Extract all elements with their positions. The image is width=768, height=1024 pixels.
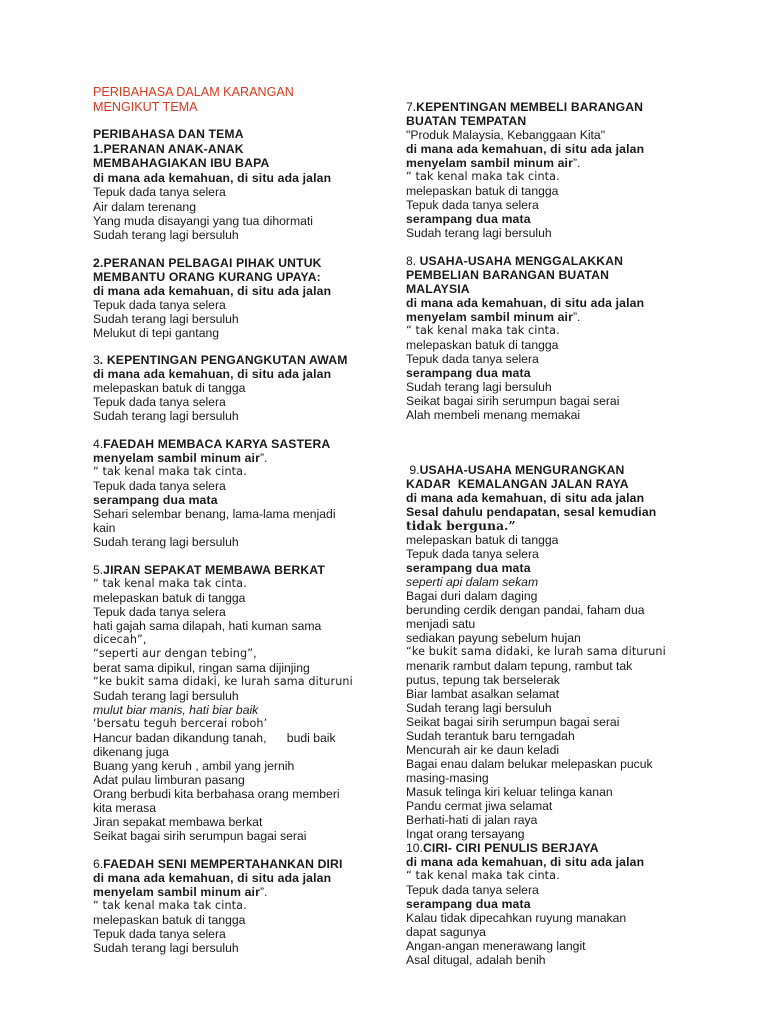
list-item (93, 885, 267, 899)
section-10-heading (406, 841, 599, 855)
list-item: di mana ada kemahuan, di situ ada jalan (93, 367, 332, 381)
list-item: Seikat bagai sirih serumpun bagai serai (406, 715, 620, 729)
section-1-heading-line1: 1.PERANAN ANAK-ANAK (93, 142, 244, 156)
list-item: dikenang juga (93, 745, 169, 759)
list-item: “ tak kenal maka tak cinta. (406, 324, 560, 337)
list-item: Tepuk dada tanya selera (93, 605, 226, 619)
section-6-heading (93, 857, 343, 871)
proverb-tail: ”. (573, 310, 581, 324)
list-item: ‘bersatu teguh bercerai roboh’ (93, 717, 268, 730)
list-item: Tepuk dada tanya selera (93, 185, 226, 199)
list-item: Yang muda disayangi yang tua dihormati (93, 214, 313, 228)
list-item: Tepuk dada tanya selera (93, 479, 226, 493)
list-item: di mana ada kemahuan, di situ ada jalan (406, 296, 645, 310)
list-item: Mencurah air ke daun keladi (406, 743, 560, 757)
list-item: Sudah terang lagi bersuluh (93, 689, 239, 703)
section-4-title: FAEDAH MEMBACA KARYA SASTERA (103, 437, 331, 451)
list-item: Sudah terang lagi bersuluh (93, 409, 239, 423)
list-item: Tepuk dada tanya selera (93, 298, 226, 312)
list-item: di mana ada kemahuan, di situ ada jalan (406, 491, 645, 505)
list-item: Sudah terang lagi bersuluh (406, 701, 552, 715)
list-item: Tepuk dada tanya selera (406, 547, 539, 561)
section-5-title: JIRAN SEPAKAT MEMBAWA BERKAT (103, 563, 325, 577)
list-item: menarik rambut dalam tepung, rambut tak (406, 659, 633, 673)
list-item: Pandu cermat jiwa selamat (406, 799, 553, 813)
proverb-bold: menyelam sambil minum air (406, 156, 573, 170)
list-item: Buang yang keruh , ambil yang jernih (93, 759, 295, 773)
list-item: Jiran sepakat membawa berkat (93, 815, 263, 829)
list-item: Hancur badan dikandung tanah, budi baik (93, 731, 336, 745)
list-item: Sudah terang lagi bersuluh (93, 228, 239, 242)
list-item: di mana ada kemahuan, di situ ada jalan (93, 284, 332, 298)
list-item (406, 156, 580, 170)
list-item: "Produk Malaysia, Kebanggaan Kita" (406, 128, 606, 142)
list-item: Sesal dahulu pendapatan, sesal kemudian (406, 505, 657, 519)
list-item: serampang dua mata (93, 493, 218, 507)
list-item: Seikat bagai sirih serumpun bagai serai (93, 829, 307, 843)
list-item: “ tak kenal maka tak cinta. (93, 899, 247, 912)
list-item: menjadi satu (406, 617, 476, 631)
proverb-bold: menyelam sambil minum air (406, 310, 573, 324)
section-9-heading-line2: KADAR KEMALANGAN JALAN RAYA (406, 477, 629, 491)
list-item: Seikat bagai sirih serumpun bagai serai (406, 394, 620, 408)
list-item: melepaskan batuk di tangga (406, 533, 559, 547)
section-6-title: FAEDAH SENI MEMPERTAHANKAN DIRI (103, 857, 343, 871)
list-item: melepaskan batuk di tangga (406, 184, 559, 198)
list-item: serampang dua mata (406, 212, 531, 226)
list-item: melepaskan batuk di tangga (93, 381, 246, 395)
list-item: Melukut di tepi gantang (93, 326, 220, 340)
list-item: kain (93, 521, 116, 535)
section-9-heading-line1 (406, 463, 624, 477)
list-item: kita merasa (93, 801, 156, 815)
list-item: Sudah terang lagi bersuluh (406, 380, 552, 394)
list-item: di mana ada kemahuan, di situ ada jalan (93, 171, 332, 185)
list-item: melepaskan batuk di tangga (93, 591, 246, 605)
list-item: berat sama dipikul, ringan sama dijinjing (93, 661, 310, 675)
section-9-title: USAHA-USAHA MENGURANGKAN (419, 463, 625, 477)
section-9-number: 9. (406, 463, 420, 477)
list-item: “ tak kenal maka tak cinta. (93, 577, 247, 590)
list-item: Tepuk dada tanya selera (406, 352, 539, 366)
list-item: Sudah terang lagi bersuluh (93, 941, 239, 955)
list-item: Tepuk dada tanya selera (93, 927, 226, 941)
list-item: Masuk telinga kiri keluar telinga kanan (406, 785, 613, 799)
list-item: “ tak kenal maka tak cinta. (406, 869, 560, 882)
subtitle: PERIBAHASA DAN TEMA (93, 127, 244, 141)
section-5-number: 5. (93, 563, 104, 577)
list-item: Orang berbudi kita berbahasa orang memberi (93, 787, 340, 801)
section-3-heading (93, 353, 348, 367)
list-item: mulut biar manis, hati biar baik (93, 703, 259, 717)
proverb-tail: ”. (573, 156, 581, 170)
list-item: serampang dua mata (406, 897, 531, 911)
doc-title-line2: MENGIKUT TEMA (93, 100, 198, 114)
list-item: di mana ada kemahuan, di situ ada jalan (406, 855, 645, 869)
section-7-heading-line1 (406, 100, 643, 114)
list-item: masing-masing (406, 771, 489, 785)
list-item: seperti api dalam sekam (406, 575, 539, 589)
list-item (406, 310, 580, 324)
list-item: putus, tepung tak berselerak (406, 673, 560, 687)
list-item: di mana ada kemahuan, di situ ada jalan (93, 871, 332, 885)
list-item: Sudah terantuk baru terngadah (406, 729, 575, 743)
list-item: dicecah”, (93, 633, 147, 646)
section-7-title: KEPENTINGAN MEMBELI BARANGAN (416, 100, 644, 114)
list-item: Biar lambat asalkan selamat (406, 687, 560, 701)
list-item: serampang dua mata (406, 366, 531, 380)
list-item: “ke bukit sama didaki, ke lurah sama dituruni (406, 645, 666, 658)
list-item: hati gajah sama dilapah, hati kuman sama (93, 619, 322, 633)
list-item: Tepuk dada tanya selera (406, 883, 539, 897)
list-item: di mana ada kemahuan, di situ ada jalan (406, 142, 645, 156)
list-item (93, 451, 267, 465)
section-8-number: 8. (406, 254, 420, 268)
list-item: Bagai duri dalam daging (406, 589, 538, 603)
list-item: serampang dua mata (406, 561, 531, 575)
section-7-number: 7. (406, 100, 417, 114)
section-8-heading-line3: MALAYSIA (406, 282, 470, 296)
list-item: berunding cerdik dengan pandai, faham dua (406, 603, 645, 617)
list-item: Alah membeli menang memakai (406, 408, 581, 422)
section-10-title: CIRI- CIRI PENULIS BERJAYA (422, 841, 599, 855)
section-1-heading-line2: MEMBAHAGIAKAN IBU BAPA (93, 156, 270, 170)
section-7-heading-line2: BUATAN TEMPATAN (406, 114, 527, 128)
list-item: melepaskan batuk di tangga (406, 338, 559, 352)
list-item: “ tak kenal maka tak cinta. (406, 170, 560, 183)
section-4-number: 4. (93, 437, 104, 451)
list-item: tidak berguna.” (406, 519, 516, 533)
list-item: “ke bukit sama didaki, ke lurah sama dituruni (93, 675, 353, 688)
list-item: Sudah terang lagi bersuluh (406, 226, 552, 240)
list-item: Ingat orang tersayang (406, 827, 525, 841)
list-item: “seperti aur dengan tebing”, (93, 647, 257, 660)
section-5-heading (93, 563, 325, 577)
list-item: Tepuk dada tanya selera (93, 395, 226, 409)
section-4-heading (93, 437, 330, 451)
list-item: Adat pulau limburan pasang (93, 773, 245, 787)
section-6-number: 6. (93, 857, 104, 871)
section-8-heading-line1 (406, 254, 623, 268)
section-2-heading-line1: 2.PERANAN PELBAGAI PIHAK UNTUK (93, 256, 322, 270)
section-2-heading-line2: MEMBANTU ORANG KURANG UPAYA: (93, 270, 321, 284)
list-item: “ tak kenal maka tak cinta. (93, 465, 247, 478)
list-item: dapat sagunya (406, 925, 486, 939)
list-item: Sudah terang lagi bersuluh (93, 312, 239, 326)
list-item: Tepuk dada tanya selera (406, 198, 539, 212)
list-item: Berhati-hati di jalan raya (406, 813, 538, 827)
list-item: Air dalam terenang (93, 200, 196, 214)
proverb-tail: ”. (260, 451, 268, 465)
list-item: Sehari selembar benang, lama-lama menjadi (93, 507, 336, 521)
list-item: sediakan payung sebelum hujan (406, 631, 581, 645)
proverb-bold: menyelam sambil minum air (93, 451, 260, 465)
list-item: Angan-angan menerawang langit (406, 939, 586, 953)
list-item: melepaskan batuk di tangga (93, 913, 246, 927)
section-3-title: . KEPENTINGAN PENGANGKUTAN AWAM (99, 353, 348, 367)
list-item: Sudah terang lagi bersuluh (93, 535, 239, 549)
section-3-number: 3 (93, 353, 100, 367)
proverb-bold: menyelam sambil minum air (93, 885, 260, 899)
list-item: Kalau tidak dipecahkan ruyung manakan (406, 911, 627, 925)
list-item: Bagai enau dalam belukar melepaskan pucuk (406, 757, 653, 771)
section-8-heading-line2: PEMBELIAN BARANGAN BUATAN (406, 268, 610, 282)
list-item: Asal ditugal, adalah benih (406, 953, 546, 967)
proverb-tail: ”. (260, 885, 268, 899)
section-8-title: USAHA-USAHA MENGGALAKKAN (419, 254, 624, 268)
doc-title-line1: PERIBAHASA DALAM KARANGAN (93, 85, 294, 99)
section-10-number: 10. (406, 841, 423, 855)
